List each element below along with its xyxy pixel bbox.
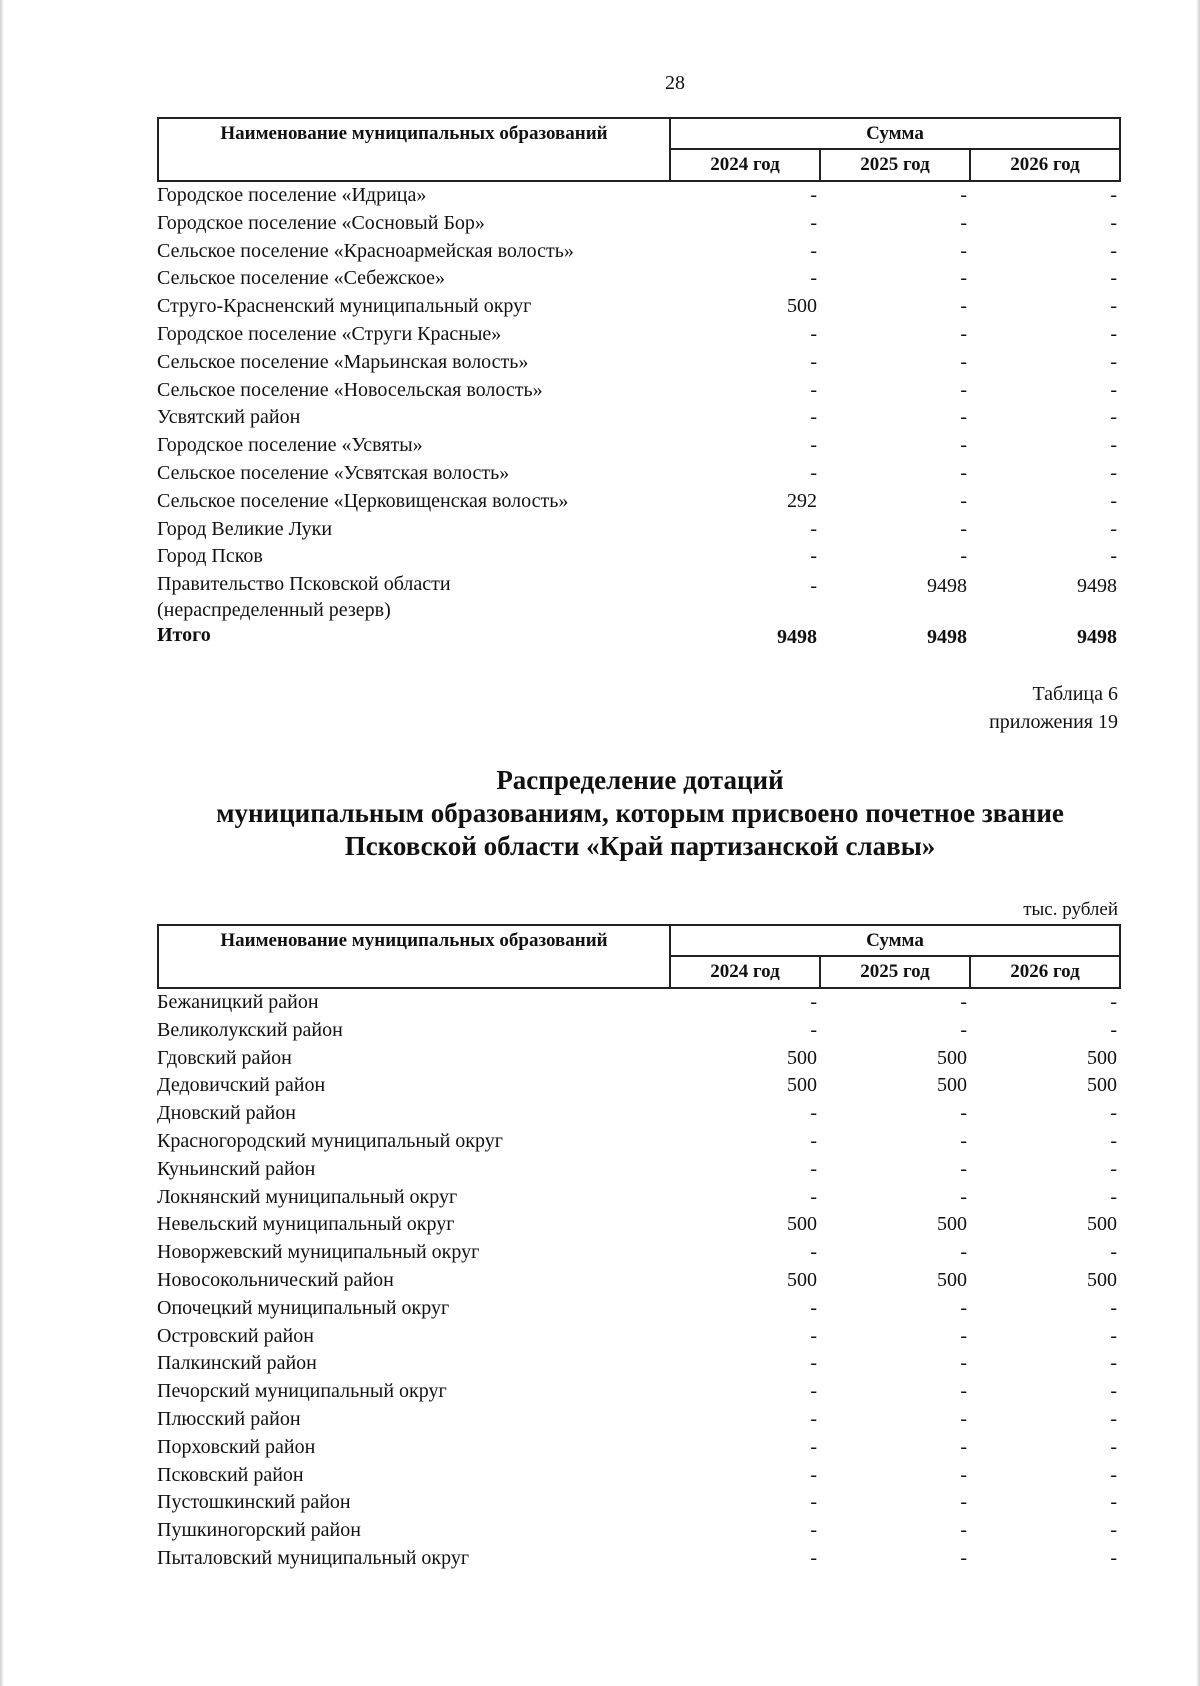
- value-2025: -: [960, 991, 967, 1013]
- header-year-2025: 2025 год: [821, 150, 971, 180]
- value-2024: -: [810, 267, 817, 290]
- row-name: Печорский муниципальный округ: [157, 1380, 447, 1403]
- row-name: Красногородский муниципальный округ: [157, 1129, 503, 1152]
- table-row: [157, 989, 1121, 1017]
- value-2026: 500: [1087, 1213, 1117, 1236]
- value-2026: -: [1110, 489, 1117, 512]
- row-name: Итого: [157, 624, 211, 647]
- value-2025: -: [960, 1296, 967, 1319]
- row-name: Пустошкинский район: [157, 1491, 351, 1514]
- row-name-line-2: (нераспределенный резерв): [157, 599, 391, 622]
- row-name: Сельское поселение «Новосельская волость»: [157, 378, 543, 401]
- value-2024: -: [810, 350, 817, 373]
- value-2025: -: [960, 1241, 967, 1264]
- value-2025: 500: [937, 1213, 967, 1236]
- row-name: Куньинский район: [157, 1157, 316, 1180]
- table-1: [157, 117, 1121, 650]
- table-row: [157, 265, 1121, 293]
- value-2025: -: [960, 378, 967, 401]
- value-2026: -: [1110, 1129, 1117, 1152]
- table-row: [157, 1545, 1121, 1573]
- value-2024: -: [810, 378, 817, 401]
- value-2026: -: [1110, 184, 1117, 206]
- table-row: [157, 1211, 1121, 1239]
- table-row: [157, 1295, 1121, 1323]
- table-row: [157, 293, 1121, 321]
- title-line-3: Псковской области «Край партизанской славы»: [344, 831, 936, 861]
- total-row: [157, 622, 1121, 650]
- row-name: Пушкиногорский район: [157, 1519, 361, 1542]
- row-name: Опочецкий муниципальный округ: [157, 1296, 450, 1319]
- table-row: [157, 1100, 1121, 1128]
- table-row: [157, 1350, 1121, 1378]
- value-2024: -: [810, 1185, 817, 1208]
- value-2024: -: [810, 575, 817, 598]
- value-2024: -: [810, 1018, 817, 1041]
- table-header: [157, 924, 1121, 989]
- value-2026: 500: [1087, 1268, 1117, 1291]
- value-2026: -: [1110, 406, 1117, 429]
- value-2025: -: [960, 1435, 967, 1458]
- value-2024: -: [810, 1380, 817, 1403]
- value-2024: -: [810, 461, 817, 484]
- value-2025: -: [960, 517, 967, 540]
- value-2024: 500: [787, 295, 817, 318]
- value-2024: 9498: [777, 626, 817, 649]
- header-year-2025: 2025 год: [821, 957, 971, 987]
- value-2026: -: [1110, 1157, 1117, 1180]
- row-name: Городское поселение «Сосновый Бор»: [157, 211, 485, 234]
- value-2025: 9498: [927, 626, 967, 649]
- value-2026: -: [1110, 1491, 1117, 1514]
- table-row: [157, 349, 1121, 377]
- value-2024: 292: [787, 489, 817, 512]
- table-row: [157, 543, 1121, 571]
- value-2024: -: [810, 1435, 817, 1458]
- value-2025: 500: [937, 1046, 967, 1069]
- value-2024: -: [810, 239, 817, 262]
- row-name: Новоржевский муниципальный округ: [157, 1241, 480, 1264]
- value-2025: -: [960, 1102, 967, 1125]
- value-2026: 500: [1087, 1046, 1117, 1069]
- value-2025: -: [960, 545, 967, 568]
- header-sum: Сумма: [671, 119, 1119, 150]
- value-2024: -: [810, 1296, 817, 1319]
- value-2025: -: [960, 239, 967, 262]
- value-2025: -: [960, 267, 967, 290]
- value-2024: 500: [787, 1268, 817, 1291]
- value-2026: -: [1110, 1546, 1117, 1569]
- row-name: Гдовский район: [157, 1046, 292, 1069]
- header-year-2026: 2026 год: [1010, 961, 1080, 982]
- table-row: [157, 1045, 1121, 1073]
- header-name-column: Наименование муниципальных образований: [159, 926, 671, 987]
- value-2024: -: [810, 1352, 817, 1375]
- header-year-2024: 2024 год: [671, 957, 821, 987]
- row-name-line-1: Правительство Псковской области: [157, 573, 451, 596]
- value-2024: -: [810, 1324, 817, 1347]
- value-2026: -: [1110, 1435, 1117, 1458]
- value-2025: -: [960, 1463, 967, 1486]
- table-row: [157, 1406, 1121, 1434]
- value-2026: -: [1110, 1296, 1117, 1319]
- value-2024: -: [810, 1129, 817, 1152]
- value-2026: -: [1110, 1241, 1117, 1264]
- value-2024: -: [810, 517, 817, 540]
- row-name: Усвятский район: [157, 406, 301, 429]
- value-2024: -: [810, 1519, 817, 1542]
- value-2025: -: [960, 434, 967, 457]
- row-name: Островский район: [157, 1324, 314, 1347]
- value-2025: 500: [937, 1074, 967, 1097]
- value-2026: -: [1110, 239, 1117, 262]
- scan-edge-right: [1196, 0, 1200, 1686]
- value-2025: -: [960, 1185, 967, 1208]
- value-2026: -: [1110, 295, 1117, 318]
- row-name: Город Псков: [157, 545, 263, 568]
- value-2024: -: [810, 1546, 817, 1569]
- scan-edge-left: [0, 0, 4, 1686]
- value-2026: -: [1110, 545, 1117, 568]
- table-row: [157, 1462, 1121, 1490]
- value-2025: -: [960, 1157, 967, 1180]
- value-2026: -: [1110, 1519, 1117, 1542]
- value-2024: -: [810, 184, 817, 206]
- row-name: Плюсский район: [157, 1407, 301, 1430]
- value-2026: -: [1110, 1185, 1117, 1208]
- value-2024: 500: [787, 1074, 817, 1097]
- table-row: [157, 516, 1121, 544]
- value-2025: -: [960, 1352, 967, 1375]
- value-2026: -: [1110, 1407, 1117, 1430]
- table-row: [157, 1156, 1121, 1184]
- page-number: 28: [665, 72, 685, 94]
- value-2024: -: [810, 991, 817, 1013]
- value-2025: -: [960, 1491, 967, 1514]
- table-row: [157, 182, 1121, 210]
- value-2026: -: [1110, 1018, 1117, 1041]
- table-row: [157, 1267, 1121, 1295]
- caption-appendix: приложения 19: [989, 711, 1118, 733]
- value-2024: -: [810, 1157, 817, 1180]
- value-2025: -: [960, 1018, 967, 1041]
- table-body: [157, 182, 1121, 650]
- row-name: Городское поселение «Идрица»: [157, 184, 427, 206]
- value-2025: -: [960, 1546, 967, 1569]
- value-2024: 500: [787, 1046, 817, 1069]
- value-2025: -: [960, 211, 967, 234]
- value-2026: 500: [1087, 1074, 1117, 1097]
- caption-table-number: Таблица 6: [1032, 683, 1118, 705]
- table-2: [157, 924, 1121, 1573]
- title-line-2: муниципальным образованиям, которым присвоено почетное звание: [216, 798, 1064, 828]
- table-row: [157, 321, 1121, 349]
- value-2024: -: [810, 434, 817, 457]
- table-row: [157, 1434, 1121, 1462]
- value-2026: -: [1110, 1102, 1117, 1125]
- table-caption: [989, 680, 1118, 736]
- value-2024: -: [810, 1463, 817, 1486]
- value-2025: -: [960, 350, 967, 373]
- table-row: [157, 1017, 1121, 1045]
- value-2026: -: [1110, 434, 1117, 457]
- value-2024: -: [810, 1491, 817, 1514]
- value-2025: -: [960, 322, 967, 345]
- value-2025: -: [960, 295, 967, 318]
- value-2025: -: [960, 406, 967, 429]
- value-2026: -: [1110, 1352, 1117, 1375]
- row-name: Сельское поселение «Усвятская волость»: [157, 461, 510, 484]
- value-2026: 9498: [1077, 626, 1117, 649]
- value-2026: -: [1110, 461, 1117, 484]
- row-name: Сельское поселение «Церковищенская волость»: [157, 489, 569, 512]
- row-name: Порховский район: [157, 1435, 316, 1458]
- header-year-2024: 2024 год: [671, 150, 821, 180]
- row-name: Городское поселение «Струги Красные»: [157, 322, 502, 345]
- row-name: Пыталовский муниципальный округ: [157, 1546, 470, 1569]
- value-2025: 500: [937, 1268, 967, 1291]
- document-title: [150, 764, 1130, 863]
- value-2025: -: [960, 1324, 967, 1347]
- row-name: Струго-Красненский муниципальный округ: [157, 295, 532, 318]
- row-name: Городское поселение «Усвяты»: [157, 434, 423, 457]
- table-row: [157, 1239, 1121, 1267]
- value-2026: -: [1110, 1463, 1117, 1486]
- title-line-1: Распределение дотаций: [496, 765, 784, 795]
- table-row: [157, 432, 1121, 460]
- row-name: Бежаницкий район: [157, 991, 319, 1013]
- value-2024: -: [810, 322, 817, 345]
- row-name: Невельский муниципальный округ: [157, 1213, 455, 1236]
- row-name: Сельское поселение «Красноармейская волость»: [157, 239, 574, 262]
- table-body: [157, 989, 1121, 1573]
- value-2025: -: [960, 489, 967, 512]
- table-row: [157, 210, 1121, 238]
- value-2024: -: [810, 1241, 817, 1264]
- value-2025: -: [960, 1407, 967, 1430]
- value-2025: -: [960, 1519, 967, 1542]
- table-row: [157, 1072, 1121, 1100]
- value-2026: -: [1110, 517, 1117, 540]
- table-header: [157, 117, 1121, 182]
- row-name: Новосокольнический район: [157, 1268, 394, 1291]
- value-2024: -: [810, 1407, 817, 1430]
- value-2024: 500: [787, 1213, 817, 1236]
- value-2026: -: [1110, 350, 1117, 373]
- value-2026: -: [1110, 1380, 1117, 1403]
- value-2026: -: [1110, 211, 1117, 234]
- row-name: Локнянский муниципальный округ: [157, 1185, 458, 1208]
- value-2025: -: [960, 1380, 967, 1403]
- value-2026: -: [1110, 378, 1117, 401]
- value-2026: 9498: [1077, 575, 1117, 598]
- value-2026: -: [1110, 267, 1117, 290]
- value-2024: -: [810, 406, 817, 429]
- table-row: [157, 1184, 1121, 1212]
- value-2025: 9498: [927, 575, 967, 598]
- value-2026: -: [1110, 991, 1117, 1013]
- row-name: Дедовичский район: [157, 1074, 326, 1097]
- row-name: Палкинский район: [157, 1352, 317, 1375]
- row-name: Сельское поселение «Марьинская волость»: [157, 350, 529, 373]
- value-2024: -: [810, 211, 817, 234]
- reserve-row: [157, 571, 1121, 622]
- value-2026: -: [1110, 1324, 1117, 1347]
- header-year-2026: 2026 год: [1010, 154, 1080, 175]
- table-row: [157, 1128, 1121, 1156]
- row-name: Великолукский район: [157, 1018, 343, 1041]
- row-name: Псковский район: [157, 1463, 304, 1486]
- table-row: [157, 460, 1121, 488]
- row-name: Город Великие Луки: [157, 517, 333, 540]
- table-row: [157, 1323, 1121, 1351]
- table-row: [157, 1489, 1121, 1517]
- units-label: тыс. рублей: [1023, 899, 1118, 920]
- row-name: Сельское поселение «Себежское»: [157, 267, 446, 290]
- table-row: [157, 488, 1121, 516]
- table-row: [157, 238, 1121, 266]
- table-row: [157, 1517, 1121, 1545]
- row-name: Дновский район: [157, 1102, 296, 1125]
- row-name: [157, 571, 677, 623]
- header-name-column: Наименование муниципальных образований: [159, 119, 671, 180]
- value-2025: -: [960, 1129, 967, 1152]
- value-2025: -: [960, 184, 967, 206]
- value-2025: -: [960, 461, 967, 484]
- value-2026: -: [1110, 322, 1117, 345]
- table-row: [157, 404, 1121, 432]
- value-2024: -: [810, 1102, 817, 1125]
- value-2024: -: [810, 545, 817, 568]
- table-row: [157, 1378, 1121, 1406]
- header-sum: Сумма: [671, 926, 1119, 957]
- table-row: [157, 377, 1121, 405]
